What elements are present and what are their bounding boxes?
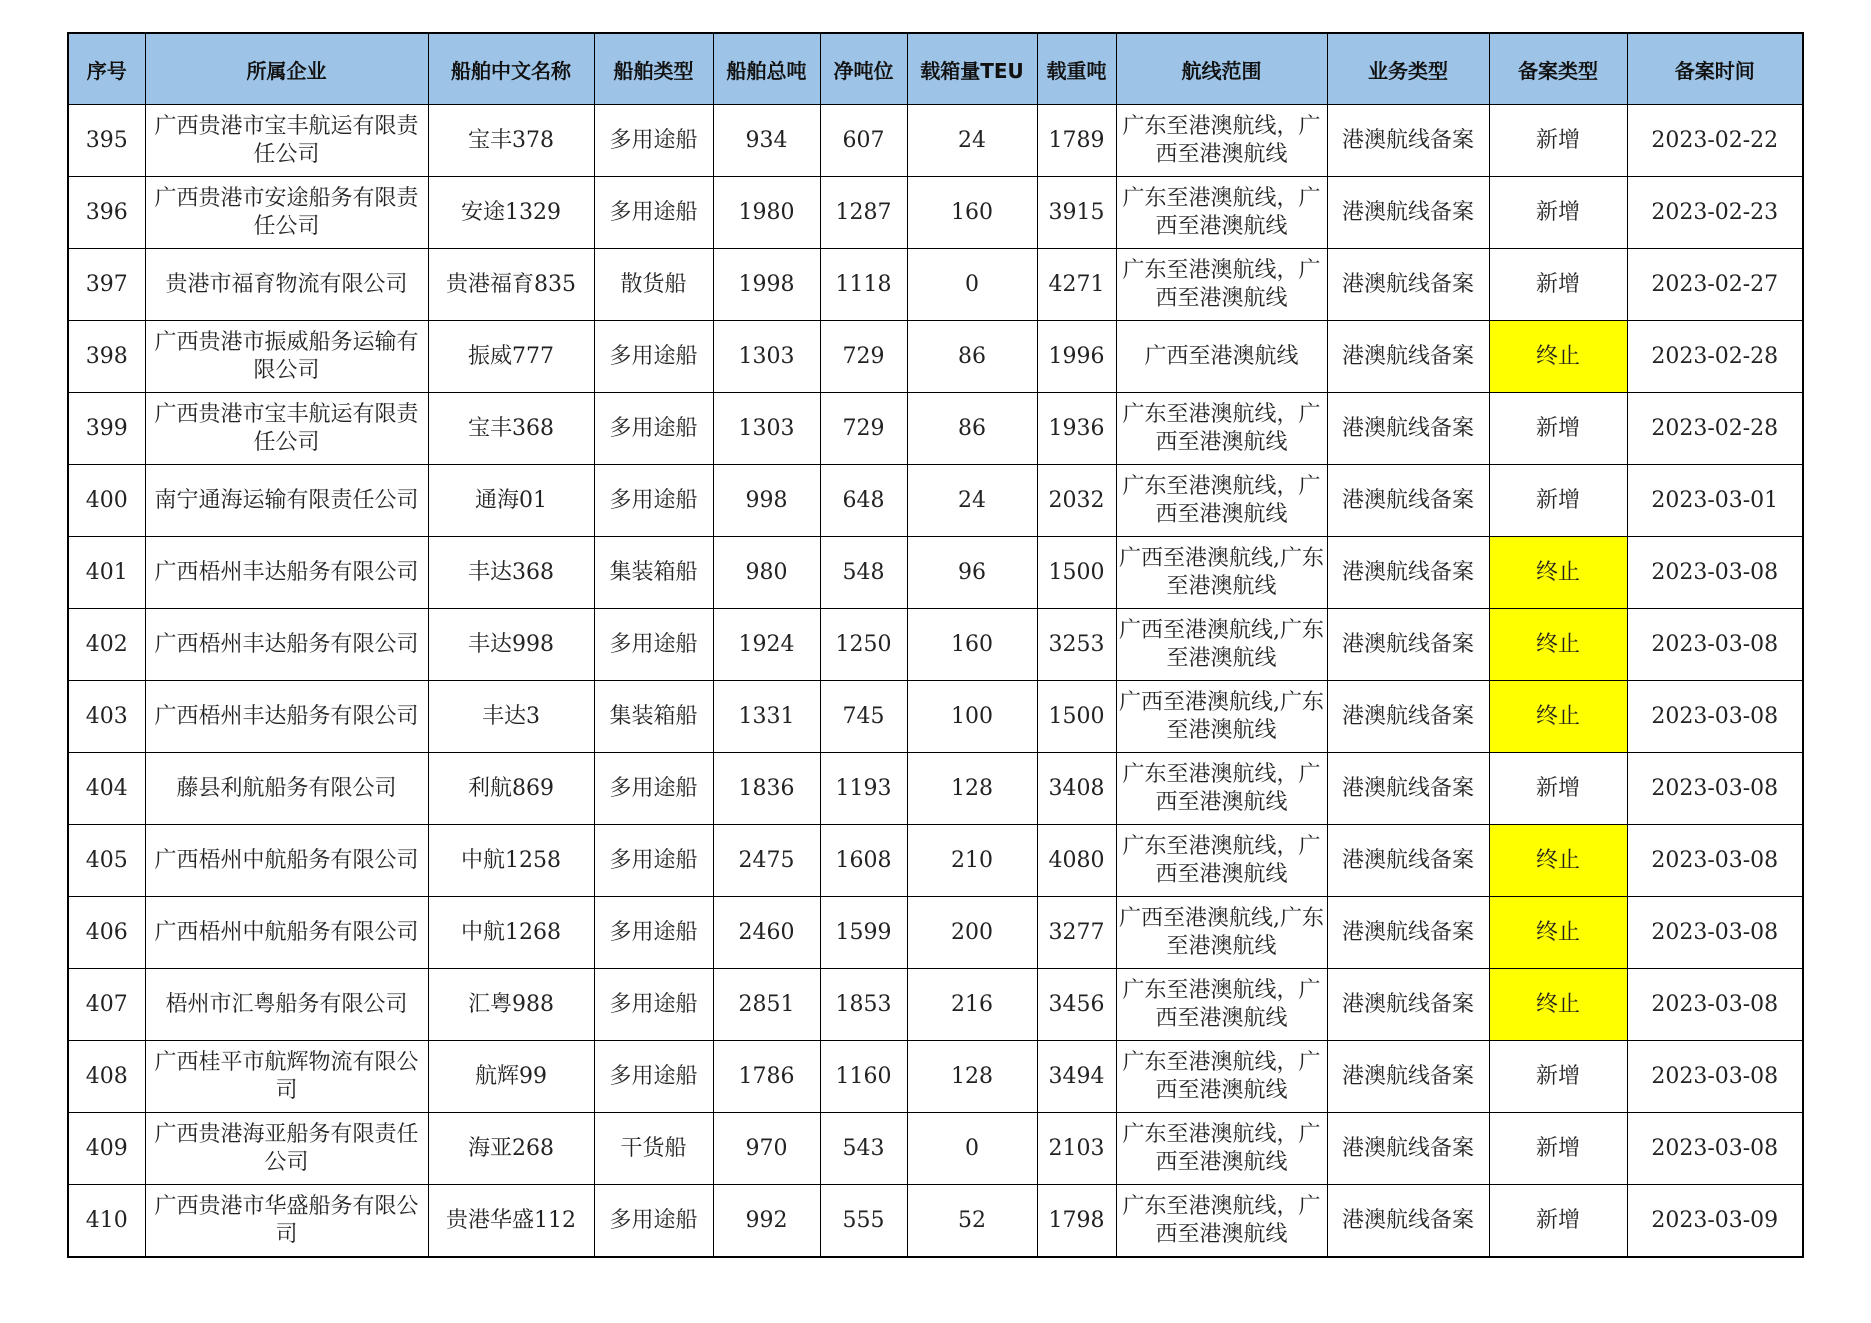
cell-filing-type: 新增 <box>1489 1113 1627 1185</box>
cell-business-type: 港澳航线备案 <box>1327 465 1489 537</box>
cell-net-tonnage: 648 <box>820 465 907 537</box>
cell-serial-number: 402 <box>68 609 145 681</box>
cell-company: 广西梧州丰达船务有限公司 <box>145 681 428 753</box>
cell-filing-type: 新增 <box>1489 177 1627 249</box>
cell-vessel-type: 集装箱船 <box>594 681 713 753</box>
cell-filing-date: 2023-03-09 <box>1627 1185 1803 1258</box>
cell-filing-type: 终止 <box>1489 321 1627 393</box>
cell-company: 广西贵港市宝丰航运有限责任公司 <box>145 105 428 177</box>
cell-deadweight: 2032 <box>1037 465 1116 537</box>
table-row <box>68 681 1803 753</box>
cell-filing-type: 终止 <box>1489 537 1627 609</box>
cell-vessel-type: 散货船 <box>594 249 713 321</box>
cell-business-type: 港澳航线备案 <box>1327 105 1489 177</box>
cell-deadweight: 1789 <box>1037 105 1116 177</box>
vessel-filing-table <box>67 32 1804 1258</box>
cell-vessel-name: 中航1258 <box>428 825 594 897</box>
cell-teu-capacity: 0 <box>907 249 1037 321</box>
cell-teu-capacity: 210 <box>907 825 1037 897</box>
cell-gross-tonnage: 1980 <box>713 177 820 249</box>
cell-vessel-type: 多用途船 <box>594 825 713 897</box>
cell-gross-tonnage: 998 <box>713 465 820 537</box>
cell-net-tonnage: 607 <box>820 105 907 177</box>
cell-filing-date: 2023-02-27 <box>1627 249 1803 321</box>
header-teu-capacity: 载箱量TEU <box>907 33 1037 105</box>
cell-teu-capacity: 24 <box>907 465 1037 537</box>
cell-route-scope: 广东至港澳航线，广西至港澳航线 <box>1116 825 1327 897</box>
cell-filing-date: 2023-02-28 <box>1627 393 1803 465</box>
table-row <box>68 1041 1803 1113</box>
cell-teu-capacity: 52 <box>907 1185 1037 1258</box>
cell-net-tonnage: 1118 <box>820 249 907 321</box>
cell-gross-tonnage: 1303 <box>713 321 820 393</box>
table-row <box>68 249 1803 321</box>
cell-vessel-type: 多用途船 <box>594 753 713 825</box>
cell-serial-number: 401 <box>68 537 145 609</box>
cell-business-type: 港澳航线备案 <box>1327 1113 1489 1185</box>
cell-filing-type: 新增 <box>1489 753 1627 825</box>
cell-gross-tonnage: 934 <box>713 105 820 177</box>
cell-filing-date: 2023-03-08 <box>1627 969 1803 1041</box>
cell-net-tonnage: 729 <box>820 393 907 465</box>
cell-business-type: 港澳航线备案 <box>1327 609 1489 681</box>
cell-vessel-name: 丰达998 <box>428 609 594 681</box>
cell-vessel-type: 多用途船 <box>594 393 713 465</box>
cell-vessel-name: 贵港华盛112 <box>428 1185 594 1258</box>
table-row <box>68 897 1803 969</box>
cell-company: 广西贵港市宝丰航运有限责任公司 <box>145 393 428 465</box>
cell-vessel-type: 多用途船 <box>594 1041 713 1113</box>
cell-teu-capacity: 160 <box>907 177 1037 249</box>
cell-route-scope: 广东至港澳航线，广西至港澳航线 <box>1116 969 1327 1041</box>
cell-teu-capacity: 128 <box>907 753 1037 825</box>
cell-gross-tonnage: 992 <box>713 1185 820 1258</box>
cell-net-tonnage: 543 <box>820 1113 907 1185</box>
cell-filing-date: 2023-03-08 <box>1627 1113 1803 1185</box>
header-row <box>68 33 1803 105</box>
cell-vessel-name: 通海01 <box>428 465 594 537</box>
cell-company: 广西贵港市安途船务有限责任公司 <box>145 177 428 249</box>
cell-filing-type: 终止 <box>1489 897 1627 969</box>
cell-route-scope: 广东至港澳航线，广西至港澳航线 <box>1116 1185 1327 1258</box>
cell-vessel-type: 干货船 <box>594 1113 713 1185</box>
cell-teu-capacity: 100 <box>907 681 1037 753</box>
table-row <box>68 465 1803 537</box>
cell-net-tonnage: 745 <box>820 681 907 753</box>
cell-filing-date: 2023-03-08 <box>1627 897 1803 969</box>
cell-gross-tonnage: 970 <box>713 1113 820 1185</box>
cell-vessel-type: 多用途船 <box>594 969 713 1041</box>
cell-filing-date: 2023-03-08 <box>1627 537 1803 609</box>
table-row <box>68 393 1803 465</box>
cell-filing-type: 新增 <box>1489 105 1627 177</box>
cell-business-type: 港澳航线备案 <box>1327 249 1489 321</box>
cell-gross-tonnage: 1924 <box>713 609 820 681</box>
header-company: 所属企业 <box>145 33 428 105</box>
cell-route-scope: 广东至港澳航线，广西至港澳航线 <box>1116 249 1327 321</box>
header-deadweight: 载重吨 <box>1037 33 1116 105</box>
cell-deadweight: 1500 <box>1037 537 1116 609</box>
cell-vessel-name: 利航869 <box>428 753 594 825</box>
cell-vessel-type: 多用途船 <box>594 465 713 537</box>
cell-net-tonnage: 1287 <box>820 177 907 249</box>
cell-vessel-name: 中航1268 <box>428 897 594 969</box>
cell-company: 梧州市汇粤船务有限公司 <box>145 969 428 1041</box>
cell-vessel-name: 丰达368 <box>428 537 594 609</box>
cell-deadweight: 3456 <box>1037 969 1116 1041</box>
header-filing-date: 备案时间 <box>1627 33 1803 105</box>
cell-vessel-name: 海亚268 <box>428 1113 594 1185</box>
cell-business-type: 港澳航线备案 <box>1327 753 1489 825</box>
cell-serial-number: 407 <box>68 969 145 1041</box>
cell-deadweight: 2103 <box>1037 1113 1116 1185</box>
cell-gross-tonnage: 2475 <box>713 825 820 897</box>
cell-route-scope: 广西至港澳航线,广东至港澳航线 <box>1116 609 1327 681</box>
table-row <box>68 105 1803 177</box>
cell-filing-type: 终止 <box>1489 825 1627 897</box>
cell-vessel-type: 多用途船 <box>594 321 713 393</box>
cell-gross-tonnage: 2460 <box>713 897 820 969</box>
cell-net-tonnage: 1608 <box>820 825 907 897</box>
table-row <box>68 1185 1803 1258</box>
header-business-type: 业务类型 <box>1327 33 1489 105</box>
cell-vessel-name: 宝丰378 <box>428 105 594 177</box>
cell-deadweight: 1936 <box>1037 393 1116 465</box>
cell-company: 广西梧州丰达船务有限公司 <box>145 609 428 681</box>
cell-business-type: 港澳航线备案 <box>1327 321 1489 393</box>
cell-vessel-type: 多用途船 <box>594 1185 713 1258</box>
cell-filing-type: 终止 <box>1489 609 1627 681</box>
cell-net-tonnage: 548 <box>820 537 907 609</box>
cell-teu-capacity: 160 <box>907 609 1037 681</box>
cell-filing-date: 2023-03-08 <box>1627 609 1803 681</box>
header-gross-tonnage: 船舶总吨 <box>713 33 820 105</box>
cell-route-scope: 广东至港澳航线，广西至港澳航线 <box>1116 393 1327 465</box>
cell-vessel-name: 航辉99 <box>428 1041 594 1113</box>
cell-filing-type: 新增 <box>1489 393 1627 465</box>
cell-serial-number: 405 <box>68 825 145 897</box>
cell-vessel-name: 安途1329 <box>428 177 594 249</box>
cell-net-tonnage: 1853 <box>820 969 907 1041</box>
header-route-scope: 航线范围 <box>1116 33 1327 105</box>
cell-serial-number: 404 <box>68 753 145 825</box>
header-serial-number: 序号 <box>68 33 145 105</box>
cell-company: 广西梧州中航船务有限公司 <box>145 897 428 969</box>
cell-company: 广西梧州丰达船务有限公司 <box>145 537 428 609</box>
cell-deadweight: 3408 <box>1037 753 1116 825</box>
cell-filing-type: 新增 <box>1489 1041 1627 1113</box>
cell-vessel-name: 宝丰368 <box>428 393 594 465</box>
cell-company: 广西贵港市振威船务运输有限公司 <box>145 321 428 393</box>
cell-deadweight: 3253 <box>1037 609 1116 681</box>
cell-serial-number: 409 <box>68 1113 145 1185</box>
cell-route-scope: 广西至港澳航线,广东至港澳航线 <box>1116 897 1327 969</box>
cell-route-scope: 广东至港澳航线，广西至港澳航线 <box>1116 1113 1327 1185</box>
header-vessel-type: 船舶类型 <box>594 33 713 105</box>
cell-route-scope: 广西至港澳航线,广东至港澳航线 <box>1116 681 1327 753</box>
cell-net-tonnage: 1160 <box>820 1041 907 1113</box>
cell-company: 广西梧州中航船务有限公司 <box>145 825 428 897</box>
cell-gross-tonnage: 2851 <box>713 969 820 1041</box>
cell-serial-number: 408 <box>68 1041 145 1113</box>
table-row <box>68 1113 1803 1185</box>
cell-deadweight: 3277 <box>1037 897 1116 969</box>
cell-gross-tonnage: 1998 <box>713 249 820 321</box>
cell-net-tonnage: 1193 <box>820 753 907 825</box>
cell-deadweight: 4080 <box>1037 825 1116 897</box>
cell-deadweight: 1798 <box>1037 1185 1116 1258</box>
table-row <box>68 609 1803 681</box>
table-header <box>68 33 1803 105</box>
table-row <box>68 177 1803 249</box>
cell-vessel-type: 多用途船 <box>594 177 713 249</box>
cell-route-scope: 广东至港澳航线，广西至港澳航线 <box>1116 105 1327 177</box>
cell-teu-capacity: 128 <box>907 1041 1037 1113</box>
table-row <box>68 537 1803 609</box>
cell-business-type: 港澳航线备案 <box>1327 1041 1489 1113</box>
cell-serial-number: 398 <box>68 321 145 393</box>
cell-filing-date: 2023-03-01 <box>1627 465 1803 537</box>
cell-net-tonnage: 1599 <box>820 897 907 969</box>
cell-net-tonnage: 729 <box>820 321 907 393</box>
cell-serial-number: 399 <box>68 393 145 465</box>
cell-gross-tonnage: 1786 <box>713 1041 820 1113</box>
cell-filing-date: 2023-03-08 <box>1627 681 1803 753</box>
cell-business-type: 港澳航线备案 <box>1327 681 1489 753</box>
cell-serial-number: 403 <box>68 681 145 753</box>
cell-deadweight: 4271 <box>1037 249 1116 321</box>
cell-company: 广西贵港海亚船务有限责任公司 <box>145 1113 428 1185</box>
cell-deadweight: 3915 <box>1037 177 1116 249</box>
cell-gross-tonnage: 1836 <box>713 753 820 825</box>
table-row <box>68 753 1803 825</box>
header-vessel-name: 船舶中文名称 <box>428 33 594 105</box>
cell-serial-number: 396 <box>68 177 145 249</box>
cell-serial-number: 397 <box>68 249 145 321</box>
cell-route-scope: 广东至港澳航线，广西至港澳航线 <box>1116 753 1327 825</box>
cell-serial-number: 400 <box>68 465 145 537</box>
cell-vessel-name: 贵港福育835 <box>428 249 594 321</box>
cell-vessel-type: 多用途船 <box>594 609 713 681</box>
cell-net-tonnage: 555 <box>820 1185 907 1258</box>
table-row <box>68 825 1803 897</box>
cell-business-type: 港澳航线备案 <box>1327 897 1489 969</box>
cell-company: 藤县利航船务有限公司 <box>145 753 428 825</box>
cell-filing-date: 2023-02-28 <box>1627 321 1803 393</box>
cell-serial-number: 395 <box>68 105 145 177</box>
cell-teu-capacity: 86 <box>907 393 1037 465</box>
table-body <box>68 105 1803 1258</box>
cell-filing-date: 2023-02-23 <box>1627 177 1803 249</box>
cell-filing-date: 2023-03-08 <box>1627 825 1803 897</box>
cell-company: 广西贵港市华盛船务有限公司 <box>145 1185 428 1258</box>
cell-company: 南宁通海运输有限责任公司 <box>145 465 428 537</box>
cell-gross-tonnage: 1331 <box>713 681 820 753</box>
cell-vessel-type: 多用途船 <box>594 105 713 177</box>
cell-teu-capacity: 200 <box>907 897 1037 969</box>
cell-filing-date: 2023-03-08 <box>1627 753 1803 825</box>
cell-deadweight: 3494 <box>1037 1041 1116 1113</box>
cell-route-scope: 广西至港澳航线,广东至港澳航线 <box>1116 537 1327 609</box>
cell-net-tonnage: 1250 <box>820 609 907 681</box>
cell-filing-type: 终止 <box>1489 969 1627 1041</box>
cell-serial-number: 406 <box>68 897 145 969</box>
cell-company: 广西桂平市航辉物流有限公司 <box>145 1041 428 1113</box>
cell-business-type: 港澳航线备案 <box>1327 825 1489 897</box>
cell-business-type: 港澳航线备案 <box>1327 393 1489 465</box>
cell-vessel-name: 汇粤988 <box>428 969 594 1041</box>
cell-vessel-type: 多用途船 <box>594 897 713 969</box>
cell-route-scope: 广东至港澳航线，广西至港澳航线 <box>1116 177 1327 249</box>
cell-vessel-name: 振威777 <box>428 321 594 393</box>
cell-teu-capacity: 86 <box>907 321 1037 393</box>
cell-business-type: 港澳航线备案 <box>1327 537 1489 609</box>
cell-business-type: 港澳航线备案 <box>1327 969 1489 1041</box>
cell-route-scope: 广西至港澳航线 <box>1116 321 1327 393</box>
cell-deadweight: 1996 <box>1037 321 1116 393</box>
header-net-tonnage: 净吨位 <box>820 33 907 105</box>
cell-filing-type: 终止 <box>1489 681 1627 753</box>
cell-filing-type: 新增 <box>1489 249 1627 321</box>
cell-company: 贵港市福育物流有限公司 <box>145 249 428 321</box>
cell-filing-date: 2023-02-22 <box>1627 105 1803 177</box>
header-filing-type: 备案类型 <box>1489 33 1627 105</box>
cell-gross-tonnage: 980 <box>713 537 820 609</box>
cell-teu-capacity: 0 <box>907 1113 1037 1185</box>
cell-teu-capacity: 96 <box>907 537 1037 609</box>
cell-gross-tonnage: 1303 <box>713 393 820 465</box>
cell-filing-type: 新增 <box>1489 465 1627 537</box>
cell-vessel-name: 丰达3 <box>428 681 594 753</box>
cell-business-type: 港澳航线备案 <box>1327 177 1489 249</box>
cell-route-scope: 广东至港澳航线，广西至港澳航线 <box>1116 465 1327 537</box>
cell-filing-type: 新增 <box>1489 1185 1627 1258</box>
cell-serial-number: 410 <box>68 1185 145 1258</box>
cell-teu-capacity: 24 <box>907 105 1037 177</box>
cell-teu-capacity: 216 <box>907 969 1037 1041</box>
cell-filing-date: 2023-03-08 <box>1627 1041 1803 1113</box>
table-row <box>68 321 1803 393</box>
cell-route-scope: 广东至港澳航线，广西至港澳航线 <box>1116 1041 1327 1113</box>
cell-deadweight: 1500 <box>1037 681 1116 753</box>
cell-vessel-type: 集装箱船 <box>594 537 713 609</box>
cell-business-type: 港澳航线备案 <box>1327 1185 1489 1258</box>
table-row <box>68 969 1803 1041</box>
